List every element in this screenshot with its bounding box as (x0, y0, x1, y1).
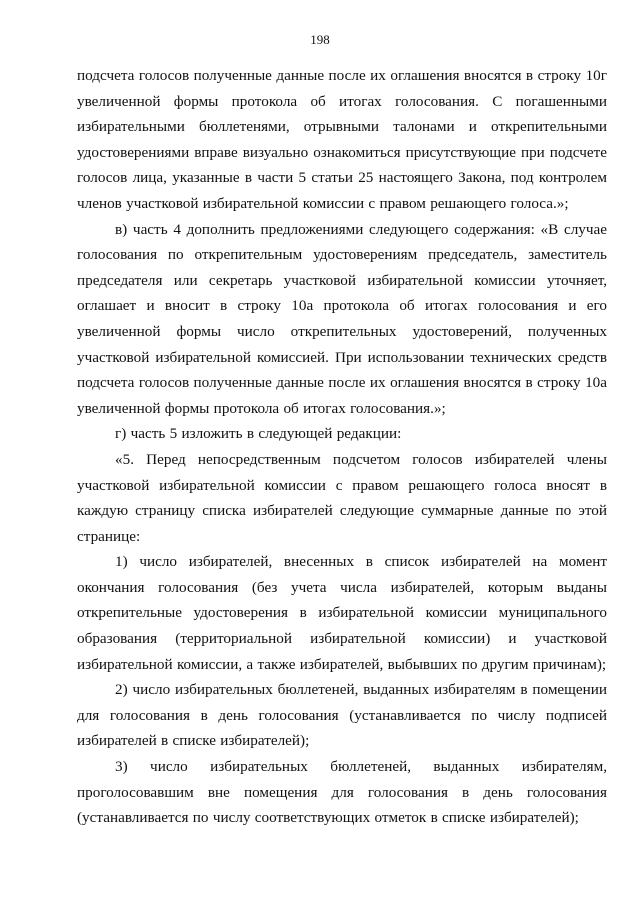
paragraph-item-3: 3) число избирательных бюллетеней, выданных избирателям, проголосовавшим вне помещения для голосования в день голосования (устанавливается по числу соответствующих отметок в списке избирателей); (77, 758, 607, 827)
paragraph-item-2: 2) число избирательных бюллетеней, выданных избирателям в помещении для голосования в день голосования (устанавливается по числу подписей избирателей в списке избирателей); (77, 681, 607, 750)
paragraph-amendment-v: в) часть 4 дополнить предложениями следующего содержания: «В случае голосования по открепительным удостоверениям председатель, заместитель председателя или секретарь участковой избирательной комиссии уточняет, оглашает и вносит в строку 10а протокола об итогах голосования и его увеличенной формы число открепительных удостоверений, полученных участковой избирательной комиссией. При использовании технических средств подсчета голосов полученные данные после их оглашения вносятся в строку 10а увеличенной формы протокола об итогах голосования.»; (77, 220, 607, 417)
paragraph-item-1: 1) число избирателей, внесенных в список избирателей на момент окончания голосования (без учета числа избирателей, которым выданы открепительные удостоверения в избирательной комиссии муниципального образования (территориальной избирательной комиссии) и участковой избирательной комиссии, а также избирателей, выбывших по другим причинам); (77, 553, 607, 673)
page-number: 198 (310, 32, 330, 47)
document-body (77, 63, 607, 831)
paragraph-continuation: подсчета голосов полученные данные после их оглашения вносятся в строку 10г увеличенной формы протокола об итогах голосования. С погашенными избирательными бюллетенями, отрывными талонами и открепительными удостоверениями вправе визуально ознакомиться присутствующие при подсчете голосов лица, указанные в части 5 статьи 25 настоящего Закона, под контролем членов участковой избирательной комиссии с правом решающего голоса.»; (77, 67, 607, 212)
paragraph-amendment-g: г) часть 5 изложить в следующей редакции: (115, 425, 402, 443)
paragraph-part-5: «5. Перед непосредственным подсчетом голосов избирателей члены участковой избирательной комиссии с правом решающего голоса вносят в каждую страницу списка избирателей следующие суммарные данные по этой странице: (77, 450, 607, 545)
